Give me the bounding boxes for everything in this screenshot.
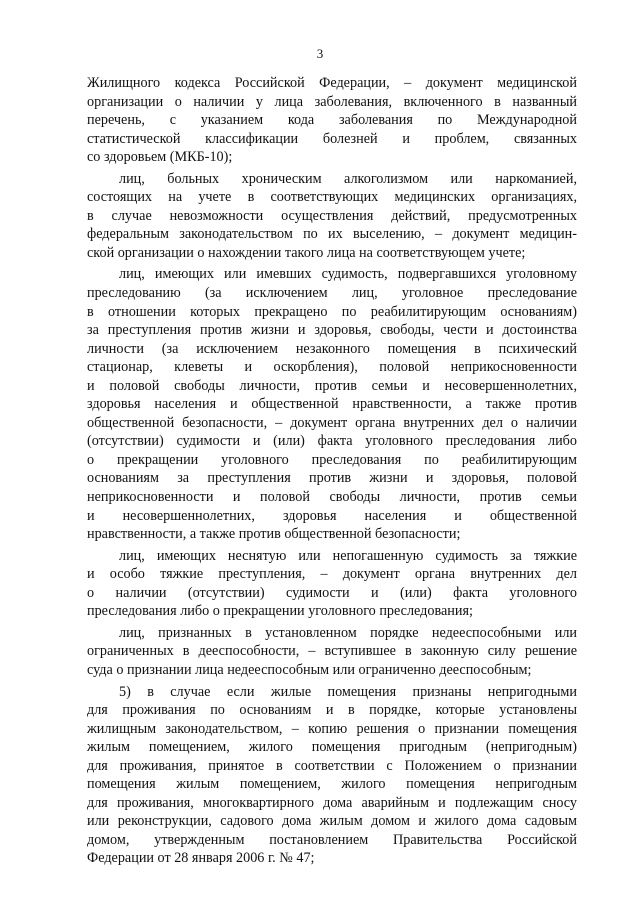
text-line: организации о наличии у лица заболевания, включенного в названный [87,93,577,110]
text-line: в случае невозможности осуществления действий, предусмотренных [87,207,577,224]
paragraph-3 [87,265,577,543]
text-line: ской организации о нахождении такого лица на соответствующем учете; [87,244,526,261]
text-line: и несовершеннолетних, здоровья населения и общественной [87,507,577,524]
text-line: или реконструкции, садового дома жилым домом и жилого дома садовым [87,813,577,830]
text-line: в отношении которых прекращено по реабилитирующим основаниям) [87,303,577,320]
text-line: лиц, имеющих или имевших судимость, подвергавшихся уголовному [119,266,577,283]
text-line: для проживания, принятое в соответствии с Положением о признании [87,757,577,774]
text-line: лиц, признанных в установленном порядке недееспособными или [119,624,577,641]
text-line: здоровья населения и общественной нравственности, а также против [87,396,577,413]
text-line: неприкосновенности и половой свободы личности, против семьи [87,489,577,506]
text-line: (отсутствии) судимости и (или) факта уголовного преследования либо [87,433,577,450]
text-line: жилищным законодательством, – копию решения о признании помещения [87,720,577,737]
text-line: федеральным законодательством по их выселению, – документ медицин- [87,226,577,243]
body-text [87,74,577,868]
paragraph-6 [87,683,577,868]
text-line: преследования либо о прекращении уголовного преследования; [87,603,473,620]
text-line: общественной безопасности, – документ органа внутренних дел о наличии [87,414,577,431]
text-line: основаниям за преступления против жизни и здоровья, половой [87,470,577,487]
text-line: нравственности, а также против общественной безопасности; [87,526,461,543]
text-line: личности (за исключением незаконного помещения в психический [87,340,577,357]
page-number: 3 [316,46,324,61]
text-line: о прекращении уголовного преследования по реабилитирующим [87,451,577,468]
text-line: ограниченных в дееспособности, – вступившее в законную силу решение [87,643,577,660]
text-line: Федерации от 28 января 2006 г. № 47; [87,850,315,867]
text-line: и половой свободы личности, против семьи и несовершеннолетних, [87,377,577,394]
text-line: лиц, имеющих неснятую или непогашенную судимость за тяжкие [119,547,577,564]
text-line: жилым помещением, жилого помещения пригодным (непригодным) [87,739,577,756]
paragraph-4 [87,547,577,621]
text-line: суда о признании лица недееспособным или ограниченно дееспособным; [87,661,532,678]
text-line: стационар, клеветы и оскорбления), половой неприкосновенности [87,359,577,376]
text-line: и особо тяжкие преступления, – документ органа внутренних дел [87,566,577,583]
text-line: за преступления против жизни и здоровья, свободы, чести и достоинства [87,322,577,339]
text-line: состоящих на учете в соответствующих медицинских организациях, [87,189,577,206]
text-line: о наличии (отсутствии) судимости и (или) факта уголовного [87,584,577,601]
text-line: статистической классификации болезней и проблем, связанных [87,130,577,147]
text-line: преследованию (за исключением лиц, уголовное преследование [87,285,577,302]
text-line: 5) в случае если жилые помещения признаны непригодными [119,683,577,700]
text-line: со здоровьем (МКБ-10); [87,149,233,166]
paragraph-2 [87,170,577,263]
text-line: перечень, с указанием кода заболевания по Международной [87,112,577,129]
paragraph-1 [87,74,577,167]
text-line: лиц, больных хроническим алкоголизмом или наркоманией, [119,170,577,187]
text-line: Жилищного кодекса Российской Федерации, – документ медицинской [87,75,577,91]
paragraph-5 [87,624,577,680]
text-line: для проживания, многоквартирного дома аварийным и подлежащим сносу [87,794,577,811]
text-line: для проживания по основаниям и в порядке, которые установлены [87,702,577,719]
text-line: помещения жилым помещением, жилого помещения непригодным [87,776,577,793]
text-line: домом, утвержденным постановлением Правительства Российской [87,831,577,848]
